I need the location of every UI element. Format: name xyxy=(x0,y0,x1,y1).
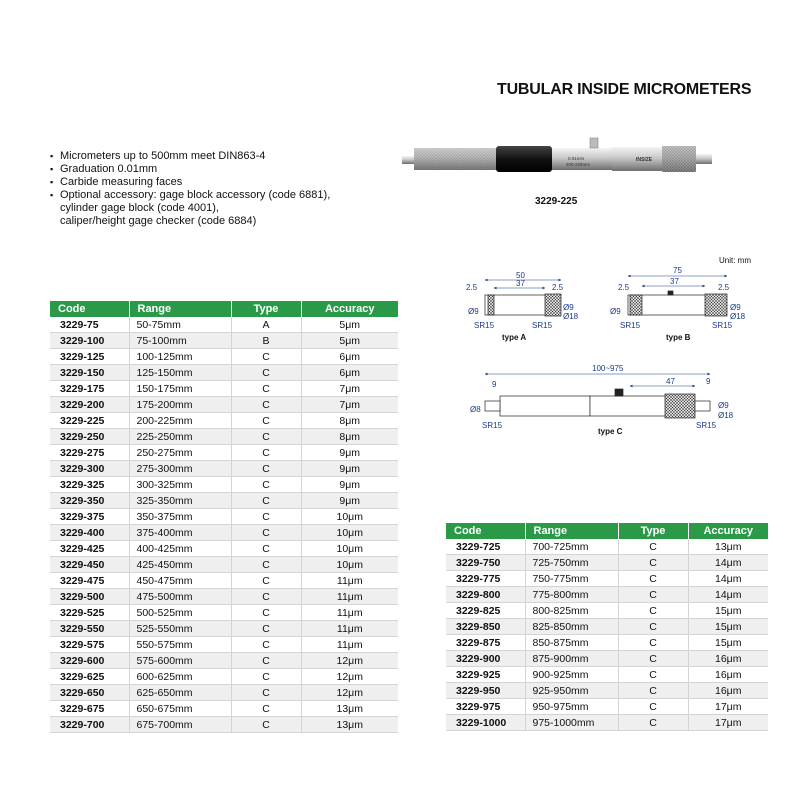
dim-typeB-phi9b: Ø9 xyxy=(730,303,741,312)
typeB-label: type B xyxy=(666,333,691,342)
typeA-label: type A xyxy=(502,333,527,342)
dim-typeA-sr-right: SR15 xyxy=(532,321,553,330)
table-row xyxy=(50,589,398,605)
cell-type: C xyxy=(231,381,301,397)
cell-accuracy: 11μm xyxy=(301,589,398,605)
cell-range: 425-450mm xyxy=(129,557,231,573)
cell-accuracy: 14μm xyxy=(688,571,768,587)
cell-type: C xyxy=(231,621,301,637)
cell-range: 575-600mm xyxy=(129,653,231,669)
feature-item: ▪ Carbide measuring faces xyxy=(50,176,330,189)
cell-accuracy: 10μm xyxy=(301,525,398,541)
cell-type: C xyxy=(231,573,301,589)
cell-accuracy: 14μm xyxy=(688,587,768,603)
cell-code: 3229-200 xyxy=(50,397,129,413)
cell-range: 225-250mm xyxy=(129,429,231,445)
cell-accuracy: 10μm xyxy=(301,509,398,525)
table-row xyxy=(50,493,398,509)
dim-typeC-phi9: Ø9 xyxy=(718,401,729,410)
cell-accuracy: 17μm xyxy=(688,699,768,715)
cell-type: C xyxy=(618,587,688,603)
cell-code: 3229-725 xyxy=(446,539,525,555)
cell-range: 250-275mm xyxy=(129,445,231,461)
cell-range: 600-625mm xyxy=(129,669,231,685)
cell-type: C xyxy=(231,445,301,461)
cell-type: C xyxy=(618,699,688,715)
cell-accuracy: 10μm xyxy=(301,541,398,557)
cell-code: 3229-125 xyxy=(50,349,129,365)
cell-code: 3229-1000 xyxy=(446,715,525,731)
cell-type: C xyxy=(231,701,301,717)
cell-type: C xyxy=(231,685,301,701)
feature-item-cont: caliper/height gage checker (code 6884) xyxy=(60,215,257,227)
cell-code: 3229-925 xyxy=(446,667,525,683)
dim-typeC-total: 100~975 xyxy=(592,364,624,373)
cell-range: 475-500mm xyxy=(129,589,231,605)
dim-typeB-2.5a: 2.5 xyxy=(618,283,630,292)
table-row xyxy=(50,525,398,541)
cell-accuracy: 15μm xyxy=(688,603,768,619)
cell-code: 3229-625 xyxy=(50,669,129,685)
cell-accuracy: 16μm xyxy=(688,651,768,667)
cell-accuracy: 13μm xyxy=(301,701,398,717)
cell-type: C xyxy=(231,653,301,669)
table-row xyxy=(446,715,768,731)
cell-type: C xyxy=(231,493,301,509)
cell-accuracy: 12μm xyxy=(301,685,398,701)
cell-type: C xyxy=(231,365,301,381)
table-row xyxy=(446,603,768,619)
cell-code: 3229-950 xyxy=(446,683,525,699)
dim-typeB-phi18: Ø18 xyxy=(730,312,746,321)
feature-item-cont: cylinder gage block (code 4001), xyxy=(60,202,219,214)
cell-range: 550-575mm xyxy=(129,637,231,653)
dim-typeA-50: 50 xyxy=(516,271,525,280)
cell-range: 800-825mm xyxy=(525,603,618,619)
cell-range: 650-675mm xyxy=(129,701,231,717)
cell-code: 3229-450 xyxy=(50,557,129,573)
dim-typeB-2.5b: 2.5 xyxy=(718,283,730,292)
cell-type: C xyxy=(231,461,301,477)
cell-code: 3229-600 xyxy=(50,653,129,669)
cell-range: 925-950mm xyxy=(525,683,618,699)
cell-type: C xyxy=(231,541,301,557)
cell-type: C xyxy=(618,683,688,699)
cell-range: 525-550mm xyxy=(129,621,231,637)
cell-range: 975-1000mm xyxy=(525,715,618,731)
cell-code: 3229-225 xyxy=(50,413,129,429)
cell-accuracy: 15μm xyxy=(688,619,768,635)
col-accuracy: Accuracy xyxy=(688,523,768,539)
cell-range: 150-175mm xyxy=(129,381,231,397)
dim-typeB-37: 37 xyxy=(670,277,679,286)
cell-range: 375-400mm xyxy=(129,525,231,541)
table-row xyxy=(446,587,768,603)
dim-typeC-47: 47 xyxy=(666,377,675,386)
photo-brand: INSIZE xyxy=(636,157,653,163)
table-row xyxy=(446,699,768,715)
cell-range: 175-200mm xyxy=(129,397,231,413)
dim-typeB-sr-right: SR15 xyxy=(712,321,733,330)
dim-typeA-phi18: Ø18 xyxy=(563,312,579,321)
photo-caption: 3229-225 xyxy=(535,196,578,207)
cell-type: C xyxy=(618,619,688,635)
cell-type: C xyxy=(618,715,688,731)
table-row xyxy=(50,413,398,429)
cell-code: 3229-175 xyxy=(50,381,129,397)
cell-accuracy: 12μm xyxy=(301,669,398,685)
cell-accuracy: 11μm xyxy=(301,605,398,621)
cell-range: 950-975mm xyxy=(525,699,618,715)
cell-accuracy: 5μm xyxy=(301,317,398,333)
cell-type: C xyxy=(618,603,688,619)
table-row xyxy=(50,365,398,381)
cell-type: C xyxy=(618,539,688,555)
cell-accuracy: 9μm xyxy=(301,493,398,509)
cell-accuracy: 11μm xyxy=(301,573,398,589)
cell-code: 3229-900 xyxy=(446,651,525,667)
cell-range: 75-100mm xyxy=(129,333,231,349)
dim-typeA-37: 37 xyxy=(516,279,525,288)
cell-code: 3229-825 xyxy=(446,603,525,619)
dim-typeB-phi9: Ø9 xyxy=(610,307,621,316)
photo-scale: 0.01mm xyxy=(568,156,585,161)
cell-code: 3229-500 xyxy=(50,589,129,605)
table-row xyxy=(50,333,398,349)
cell-code: 3229-800 xyxy=(446,587,525,603)
table-row xyxy=(50,573,398,589)
table-row xyxy=(50,685,398,701)
spec-table-1 xyxy=(50,301,398,733)
cell-range: 725-750mm xyxy=(525,555,618,571)
cell-range: 450-475mm xyxy=(129,573,231,589)
cell-accuracy: 10μm xyxy=(301,557,398,573)
table-row xyxy=(50,701,398,717)
dim-typeC-phi8: Ø8 xyxy=(470,405,481,414)
feature-item: ▪ Optional accessory: gage block accessory (code 6881), xyxy=(50,189,330,202)
dim-typeA-2.5a: 2.5 xyxy=(466,283,478,292)
cell-type: C xyxy=(231,477,301,493)
table-row xyxy=(50,381,398,397)
table-row xyxy=(50,477,398,493)
table-row xyxy=(50,637,398,653)
cell-code: 3229-875 xyxy=(446,635,525,651)
cell-accuracy: 17μm xyxy=(688,715,768,731)
cell-range: 700-725mm xyxy=(525,539,618,555)
cell-accuracy: 14μm xyxy=(688,555,768,571)
cell-range: 400-425mm xyxy=(129,541,231,557)
dim-typeC-sr-left: SR15 xyxy=(482,421,503,430)
cell-accuracy: 11μm xyxy=(301,637,398,653)
cell-accuracy: 6μm xyxy=(301,349,398,365)
dim-typeB-75: 75 xyxy=(673,266,682,275)
feature-item: ▪ Graduation 0.01mm xyxy=(50,163,330,176)
cell-range: 675-700mm xyxy=(129,717,231,733)
cell-code: 3229-275 xyxy=(50,445,129,461)
cell-type: C xyxy=(231,605,301,621)
cell-type: C xyxy=(231,589,301,605)
cell-range: 500-525mm xyxy=(129,605,231,621)
cell-type: C xyxy=(618,555,688,571)
cell-type: C xyxy=(618,571,688,587)
micrometer-photo xyxy=(400,134,716,184)
feature-item: ▪ Micrometers up to 500mm meet DIN863-4 xyxy=(50,150,330,163)
cell-code: 3229-775 xyxy=(446,571,525,587)
cell-type: C xyxy=(231,349,301,365)
cell-type: C xyxy=(231,717,301,733)
cell-accuracy: 9μm xyxy=(301,477,398,493)
cell-range: 850-875mm xyxy=(525,635,618,651)
cell-code: 3229-400 xyxy=(50,525,129,541)
table-row xyxy=(50,717,398,733)
cell-range: 900-925mm xyxy=(525,667,618,683)
cell-code: 3229-350 xyxy=(50,493,129,509)
table-row xyxy=(50,509,398,525)
cell-type: C xyxy=(618,635,688,651)
photo-range: 200-225mm xyxy=(566,162,591,167)
table-row xyxy=(50,397,398,413)
cell-accuracy: 9μm xyxy=(301,445,398,461)
table-row xyxy=(50,621,398,637)
cell-range: 775-800mm xyxy=(525,587,618,603)
cell-accuracy: 5μm xyxy=(301,333,398,349)
page-title: TUBULAR INSIDE MICROMETERS xyxy=(497,81,752,98)
spec-table-2 xyxy=(446,523,768,731)
cell-range: 825-850mm xyxy=(525,619,618,635)
cell-type: A xyxy=(231,317,301,333)
cell-code: 3229-150 xyxy=(50,365,129,381)
feature-list xyxy=(50,150,330,228)
cell-code: 3229-325 xyxy=(50,477,129,493)
table-row xyxy=(50,429,398,445)
col-type: Type xyxy=(231,301,301,317)
cell-type: C xyxy=(231,509,301,525)
cell-range: 200-225mm xyxy=(129,413,231,429)
col-range: Range xyxy=(525,523,618,539)
table-row xyxy=(446,635,768,651)
dim-typeB-sr-left: SR15 xyxy=(620,321,641,330)
cell-range: 750-775mm xyxy=(525,571,618,587)
cell-code: 3229-100 xyxy=(50,333,129,349)
col-type: Type xyxy=(618,523,688,539)
cell-type: C xyxy=(231,397,301,413)
table-row xyxy=(446,651,768,667)
cell-accuracy: 7μm xyxy=(301,397,398,413)
cell-range: 875-900mm xyxy=(525,651,618,667)
col-range: Range xyxy=(129,301,231,317)
cell-code: 3229-250 xyxy=(50,429,129,445)
cell-type: B xyxy=(231,333,301,349)
cell-type: C xyxy=(231,669,301,685)
cell-range: 275-300mm xyxy=(129,461,231,477)
table-row xyxy=(50,317,398,333)
cell-type: C xyxy=(618,667,688,683)
table-row xyxy=(50,669,398,685)
col-code: Code xyxy=(50,301,129,317)
cell-range: 625-650mm xyxy=(129,685,231,701)
cell-range: 100-125mm xyxy=(129,349,231,365)
dim-typeC-9a: 9 xyxy=(492,380,497,389)
table-row xyxy=(446,555,768,571)
dim-typeA-sr-left: SR15 xyxy=(474,321,495,330)
cell-code: 3229-300 xyxy=(50,461,129,477)
cell-code: 3229-425 xyxy=(50,541,129,557)
unit-label: Unit: mm xyxy=(719,256,751,265)
cell-accuracy: 16μm xyxy=(688,683,768,699)
cell-accuracy: 8μm xyxy=(301,413,398,429)
table-row xyxy=(50,541,398,557)
cell-type: C xyxy=(231,429,301,445)
cell-code: 3229-375 xyxy=(50,509,129,525)
cell-accuracy: 11μm xyxy=(301,621,398,637)
cell-accuracy: 13μm xyxy=(688,539,768,555)
dim-typeC-9b: 9 xyxy=(706,377,711,386)
cell-type: C xyxy=(231,557,301,573)
typeC-label: type C xyxy=(598,427,623,436)
cell-accuracy: 9μm xyxy=(301,461,398,477)
cell-accuracy: 15μm xyxy=(688,635,768,651)
cell-accuracy: 8μm xyxy=(301,429,398,445)
col-code: Code xyxy=(446,523,525,539)
cell-accuracy: 12μm xyxy=(301,653,398,669)
table-row xyxy=(446,667,768,683)
dim-typeA-phi9: Ø9 xyxy=(468,307,479,316)
cell-code: 3229-575 xyxy=(50,637,129,653)
cell-type: C xyxy=(231,525,301,541)
cell-range: 50-75mm xyxy=(129,317,231,333)
dim-typeC-phi18: Ø18 xyxy=(718,411,734,420)
table-row xyxy=(50,605,398,621)
cell-type: C xyxy=(618,651,688,667)
cell-accuracy: 7μm xyxy=(301,381,398,397)
dim-typeC-sr-right: SR15 xyxy=(696,421,717,430)
table-row xyxy=(50,653,398,669)
cell-code: 3229-975 xyxy=(446,699,525,715)
cell-code: 3229-550 xyxy=(50,621,129,637)
cell-code: 3229-75 xyxy=(50,317,129,333)
table-row xyxy=(50,461,398,477)
cell-code: 3229-650 xyxy=(50,685,129,701)
cell-code: 3229-850 xyxy=(446,619,525,635)
dim-typeA-2.5b: 2.5 xyxy=(552,283,564,292)
table-row xyxy=(446,619,768,635)
table-row xyxy=(446,683,768,699)
cell-range: 325-350mm xyxy=(129,493,231,509)
col-accuracy: Accuracy xyxy=(301,301,398,317)
cell-range: 125-150mm xyxy=(129,365,231,381)
table-row xyxy=(50,445,398,461)
table-row xyxy=(446,539,768,555)
cell-accuracy: 16μm xyxy=(688,667,768,683)
cell-type: C xyxy=(231,637,301,653)
cell-accuracy: 6μm xyxy=(301,365,398,381)
table-row xyxy=(446,571,768,587)
table-row xyxy=(50,349,398,365)
table-row xyxy=(50,557,398,573)
cell-code: 3229-675 xyxy=(50,701,129,717)
cell-code: 3229-525 xyxy=(50,605,129,621)
cell-code: 3229-700 xyxy=(50,717,129,733)
dimension-diagrams xyxy=(440,262,770,442)
dim-typeA-phi9b: Ø9 xyxy=(563,303,574,312)
cell-type: C xyxy=(231,413,301,429)
cell-range: 350-375mm xyxy=(129,509,231,525)
cell-code: 3229-750 xyxy=(446,555,525,571)
cell-range: 300-325mm xyxy=(129,477,231,493)
cell-accuracy: 13μm xyxy=(301,717,398,733)
cell-code: 3229-475 xyxy=(50,573,129,589)
